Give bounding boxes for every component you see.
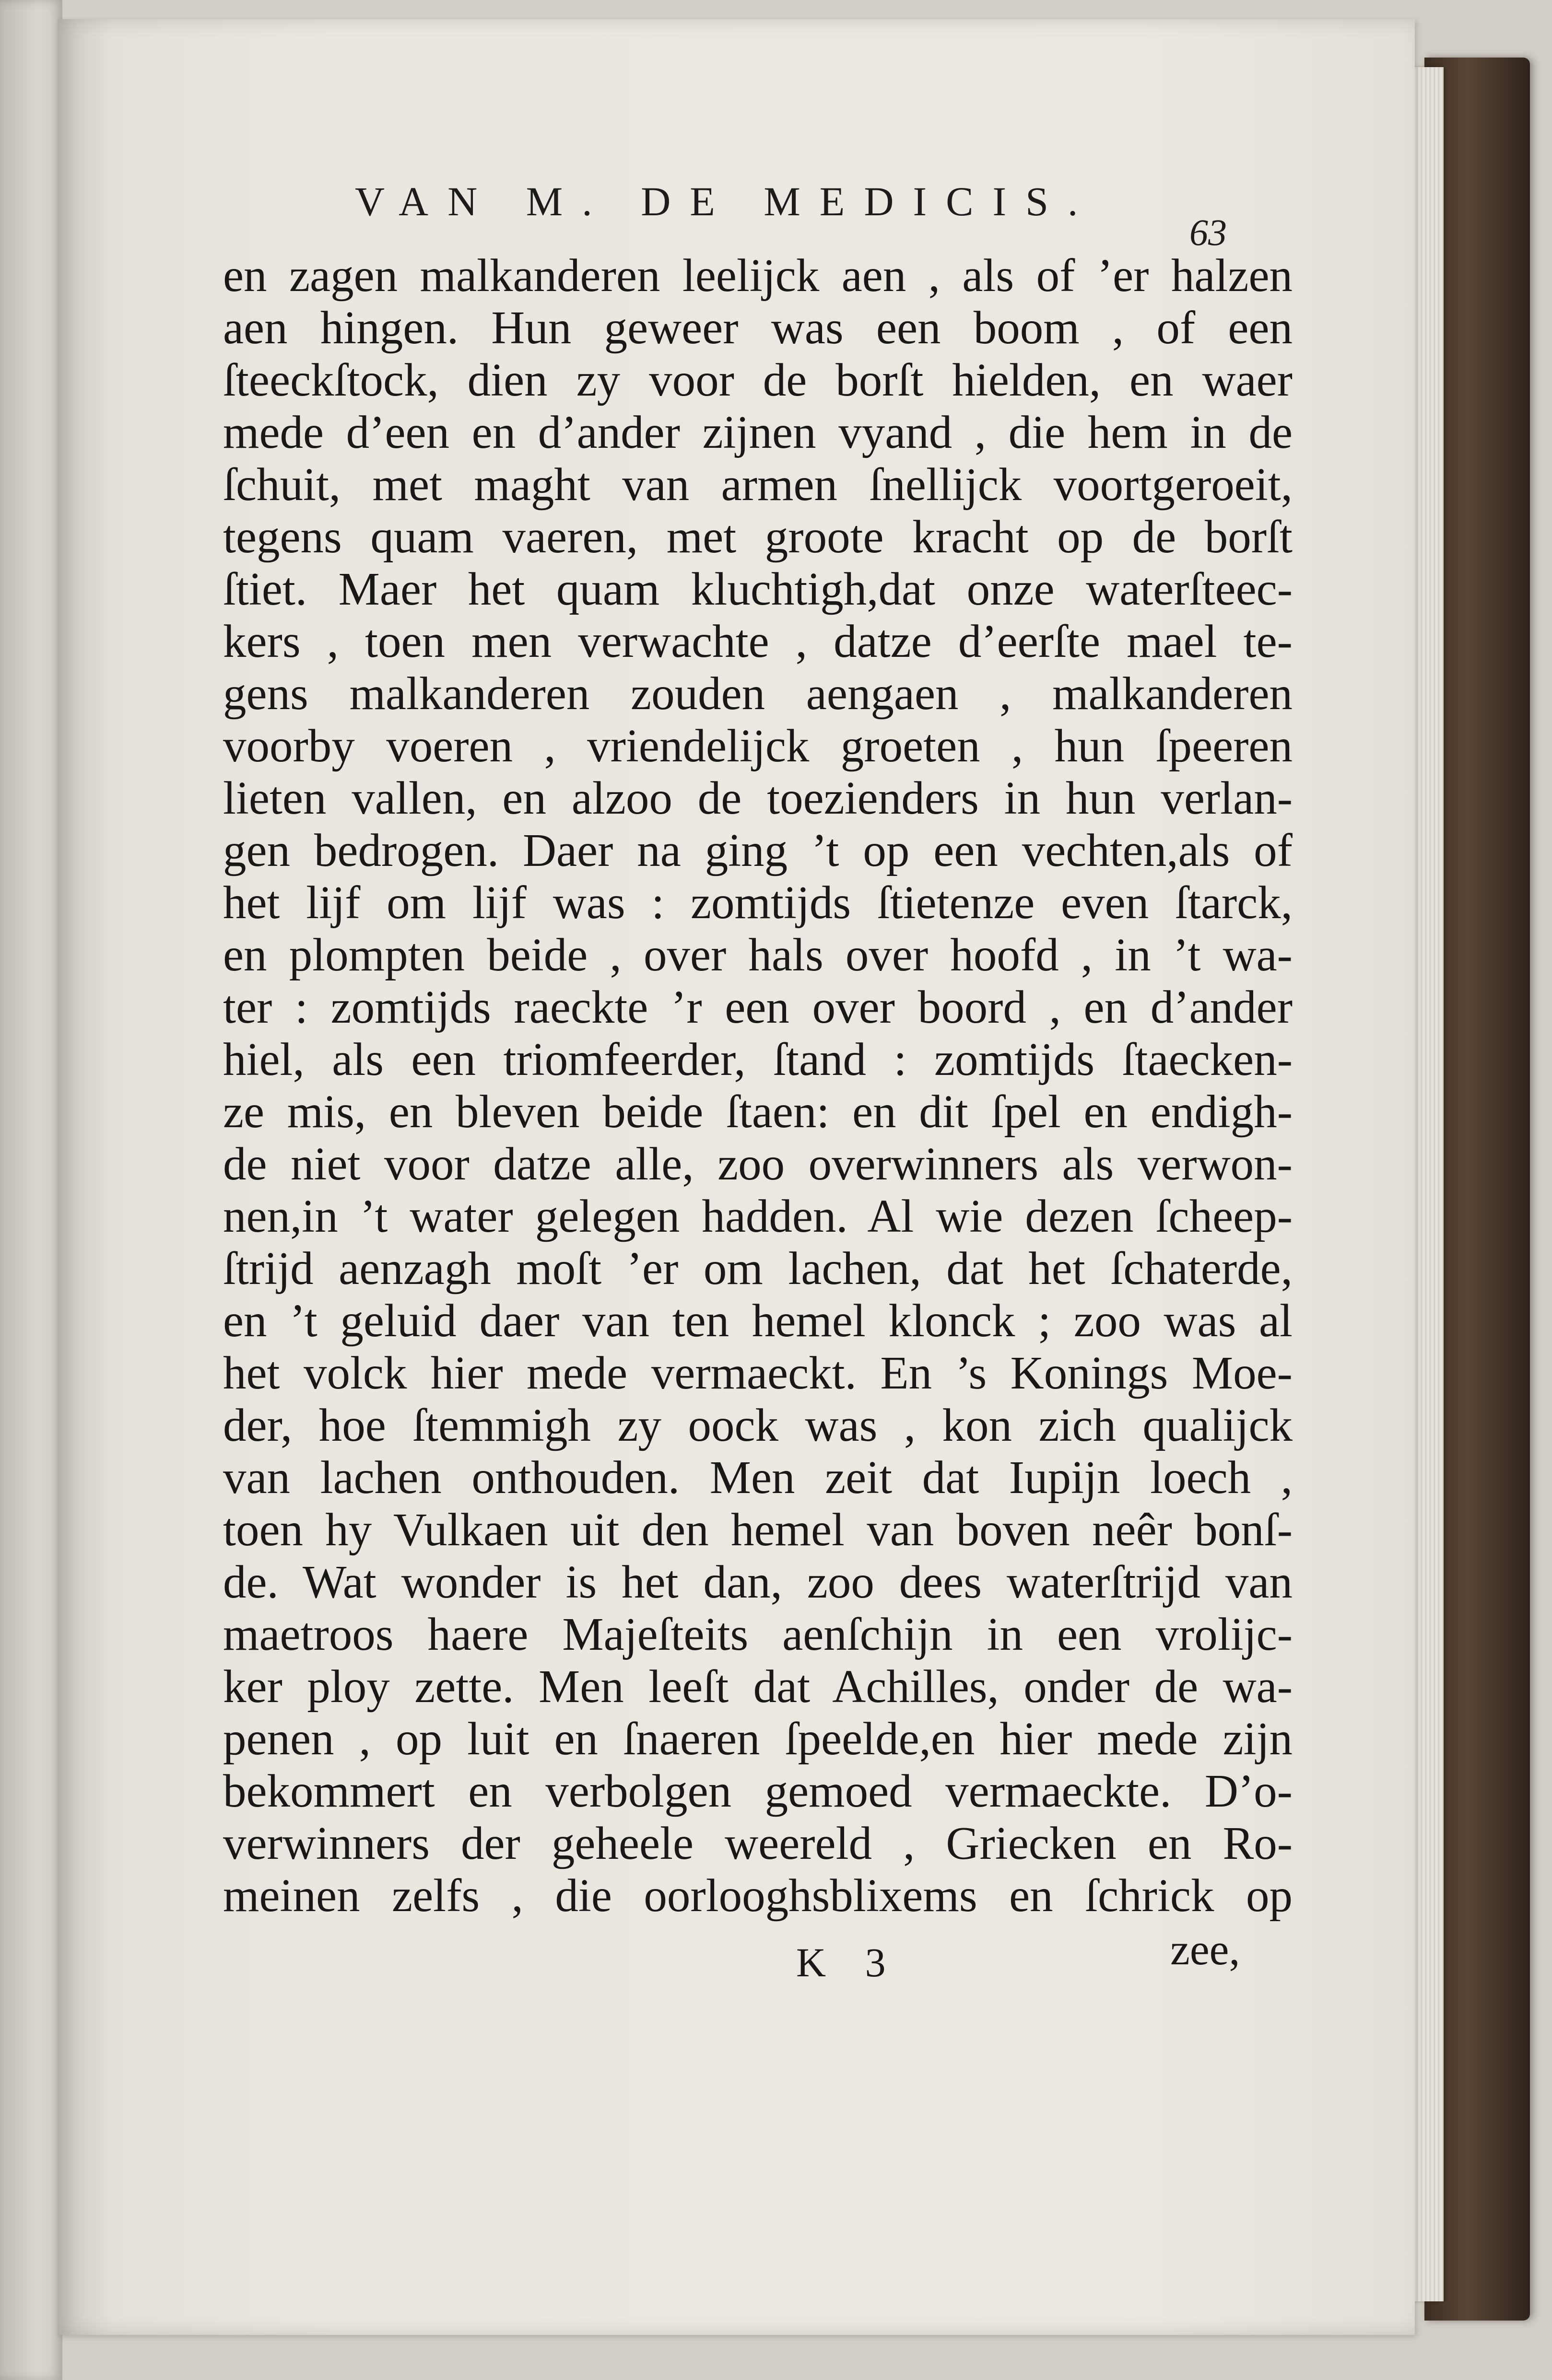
text-line: ter : zomtijds raeckte ’r een over boord , en d’ander [223, 981, 1293, 1033]
text-line: en plompten beide , over hals over hoofd , in ’t wa- [223, 929, 1293, 980]
page-number: 63 [1189, 211, 1227, 253]
text-line: meinen zelfs , die oorlooghsblixems en ſchrick op [223, 1870, 1293, 1921]
book-page [58, 19, 1415, 2335]
text-line: ker ploy zette. Men leeſt dat Achilles, onder de wa- [223, 1661, 1293, 1712]
text-line: toen hy Vulkaen uit den hemel van boven neêr bonſ- [223, 1504, 1293, 1555]
signature-mark: K 3 [796, 1939, 900, 1985]
text-line: tegens quam vaeren, met groote kracht op de borſt [223, 511, 1293, 562]
body-text [223, 249, 1293, 1922]
text-line: nen,in ’t water gelegen hadden. Al wie dezen ſcheep- [223, 1190, 1293, 1242]
text-line: de niet voor datze alle, zoo overwinners als verwon- [223, 1138, 1293, 1190]
text-line: de. Wat wonder is het dan, zoo dees waterſtrijd van [223, 1556, 1293, 1608]
text-line: ſchuit, met maght van armen ſnellijck voortgeroeit, [223, 459, 1293, 510]
text-line: van lachen onthouden. Men zeit dat Iupijn loech , [223, 1452, 1293, 1503]
left-page-edge [0, 0, 62, 2380]
text-line: ſtiet. Maer het quam kluchtigh,dat onze waterſteec- [223, 563, 1293, 615]
text-line: het lijf om lijf was : zomtijds ſtietenze even ſtarck, [223, 877, 1293, 928]
text-line: en ’t geluid daer van ten hemel klonck ; zoo was al [223, 1295, 1293, 1346]
text-line: gen bedrogen. Daer na ging ’t op een vechten,als of [223, 825, 1293, 876]
text-line: ſteeckſtock, dien zy voor de borſt hielden, en waer [223, 354, 1293, 406]
text-line: lieten vallen, en alzoo de toezienders in hun verlan- [223, 772, 1293, 824]
text-line: bekommert en verbolgen gemoed vermaeckte. D’o- [223, 1765, 1293, 1817]
text-line: kers , toen men verwachte , datze d’eerſte mael te- [223, 616, 1293, 667]
text-line: hiel, als een triomfeerder, ſtand : zomtijds ſtaecken- [223, 1034, 1293, 1085]
text-line: voorby voeren , vriendelijck groeten , hun ſpeeren [223, 720, 1293, 771]
text-line: penen , op luit en ſnaeren ſpeelde,en hier mede zijn [223, 1713, 1293, 1764]
text-line: mede d’een en d’ander zijnen vyand , die hem in de [223, 407, 1293, 458]
text-line: het volck hier mede vermaeckt. En ’s Konings Moe- [223, 1347, 1293, 1399]
running-head: VAN M. DE MEDICIS. [355, 178, 1097, 224]
text-line: verwinners der geheele weereld , Griecken en Ro- [223, 1818, 1293, 1869]
text-line: maetroos haere Majeſteits aenſchijn in een vrolijc- [223, 1609, 1293, 1660]
text-line: gens malkanderen zouden aengaen , malkanderen [223, 668, 1293, 719]
text-line: en zagen malkanderen leelijck aen , als of ’er halzen [223, 250, 1293, 301]
text-line: aen hingen. Hun geweer was een boom , of een [223, 302, 1293, 353]
text-line: der, hoe ſtemmigh zy oock was , kon zich qualijck [223, 1400, 1293, 1451]
text-line: ſtrijd aenzagh moſt ’er om lachen, dat het ſchaterde, [223, 1243, 1293, 1294]
text-line: ze mis, en bleven beide ſtaen: en dit ſpel en endigh- [223, 1086, 1293, 1137]
catchword: zee, [1170, 1925, 1240, 1974]
